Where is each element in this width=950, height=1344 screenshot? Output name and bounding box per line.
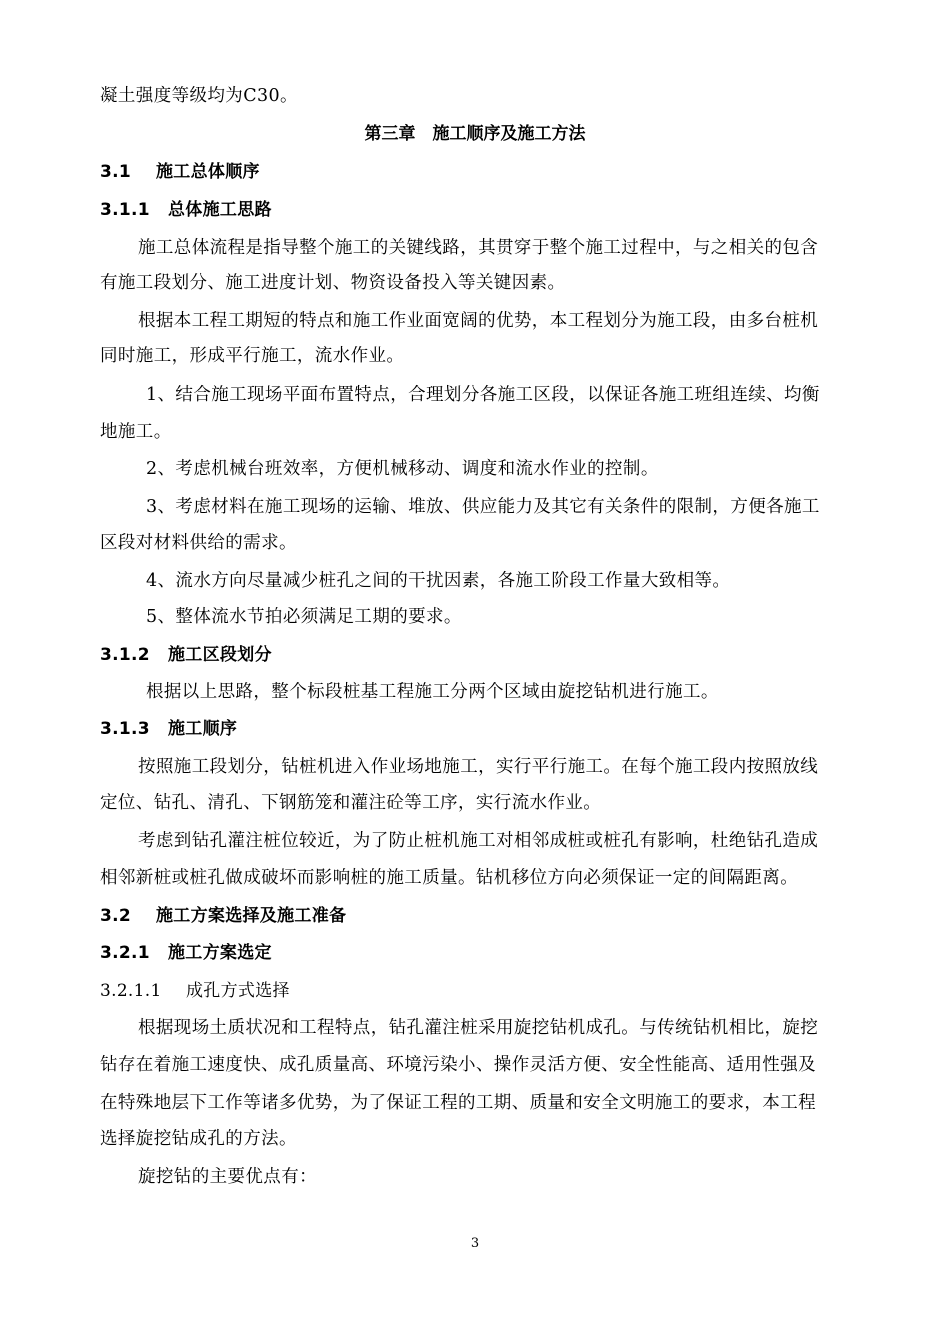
section-number: 3.1.3	[100, 719, 150, 739]
list-item-continuation: 区段对材料供给的需求。	[100, 533, 297, 553]
section-title: 施工顺序	[168, 719, 238, 739]
paragraph-line: 有施工段划分、施工进度计划、物资设备投入等关键因素。	[100, 273, 566, 293]
list-item: 3、考虑材料在施工现场的运输、堆放、供应能力及其它有关条件的限制，方便各施工	[146, 497, 820, 517]
list-item: 5、整体流水节拍必须满足工期的要求。	[146, 607, 462, 627]
section-title: 成孔方式选择	[186, 981, 290, 1001]
section-heading-3-2-1	[100, 941, 870, 965]
paragraph-line: 施工总体流程是指导整个施工的关键线路，其贯穿于整个施工过程中，与之相关的包含	[138, 238, 819, 258]
paragraph-line: 根据本工程工期短的特点和施工作业面宽阔的优势，本工程划分为施工段，由多台桩机	[138, 311, 819, 331]
section-title: 总体施工思路	[168, 200, 272, 220]
paragraph-line: 选择旋挖钻成孔的方法。	[100, 1129, 297, 1149]
paragraph-line: 考虑到钻孔灌注桩位较近，为了防止桩机施工对相邻成桩或桩孔有影响，杜绝钻孔造成	[138, 831, 819, 851]
section-heading-3-2-1-1	[100, 979, 870, 1003]
section-number: 3.2.1.1	[100, 981, 162, 1001]
section-title: 施工方案选定	[168, 943, 272, 963]
paragraph-line: 钻存在着施工速度快、成孔质量高、环境污染小、操作灵活方便、安全性能高、适用性强及	[100, 1055, 816, 1075]
section-heading-3-1-2	[100, 643, 870, 667]
list-item: 2、考虑机械台班效率，方便机械移动、调度和流水作业的控制。	[146, 459, 659, 479]
section-heading-3-1	[100, 160, 870, 184]
section-title: 施工区段划分	[168, 645, 272, 665]
chapter-title: 第三章 施工顺序及施工方法	[364, 124, 586, 144]
section-number: 3.1.2	[100, 645, 150, 665]
paragraph-line: 相邻新桩或桩孔做成破坏而影响桩的施工质量。钻机移位方向必须保证一定的间隔距离。	[100, 868, 799, 888]
section-number: 3.1	[100, 162, 132, 182]
paragraph-line: 根据以上思路，整个标段桩基工程施工分两个区域由旋挖钻机进行施工。	[146, 682, 719, 702]
section-title: 施工总体顺序	[156, 162, 260, 182]
paragraph-line: 按照施工段划分，钻桩机进入作业场地施工，实行平行施工。在每个施工段内按照放线	[138, 757, 819, 777]
section-heading-3-1-1	[100, 198, 870, 222]
section-number: 3.2.1	[100, 943, 150, 963]
paragraph-line: 在特殊地层下工作等诸多优势，为了保证工程的工期、质量和安全文明施工的要求，本工程	[100, 1093, 816, 1113]
paragraph-line: 定位、钻孔、清孔、下钢筋笼和灌注砼等工序，实行流水作业。	[100, 793, 602, 813]
paragraph-line: 根据现场土质状况和工程特点，钻孔灌注桩采用旋挖钻机成孔。与传统钻机相比，旋挖	[138, 1018, 819, 1038]
paragraph-line: 凝土强度等级均为C30。	[100, 86, 298, 106]
section-title: 施工方案选择及施工准备	[156, 906, 347, 926]
page-number: 3	[470, 1236, 480, 1251]
list-item-continuation: 地施工。	[100, 422, 172, 442]
list-item: 4、流水方向尽量减少桩孔之间的干扰因素，各施工阶段工作量大致相等。	[146, 571, 731, 591]
section-heading-3-1-3	[100, 717, 870, 741]
paragraph-line: 旋挖钻的主要优点有：	[138, 1167, 317, 1187]
list-item: 1、结合施工现场平面布置特点，合理划分各施工区段，以保证各施工班组连续、均衡	[146, 385, 820, 405]
section-number: 3.2	[100, 906, 132, 926]
section-number: 3.1.1	[100, 200, 150, 220]
paragraph-line: 同时施工，形成平行施工，流水作业。	[100, 346, 405, 366]
section-heading-3-2	[100, 904, 870, 928]
